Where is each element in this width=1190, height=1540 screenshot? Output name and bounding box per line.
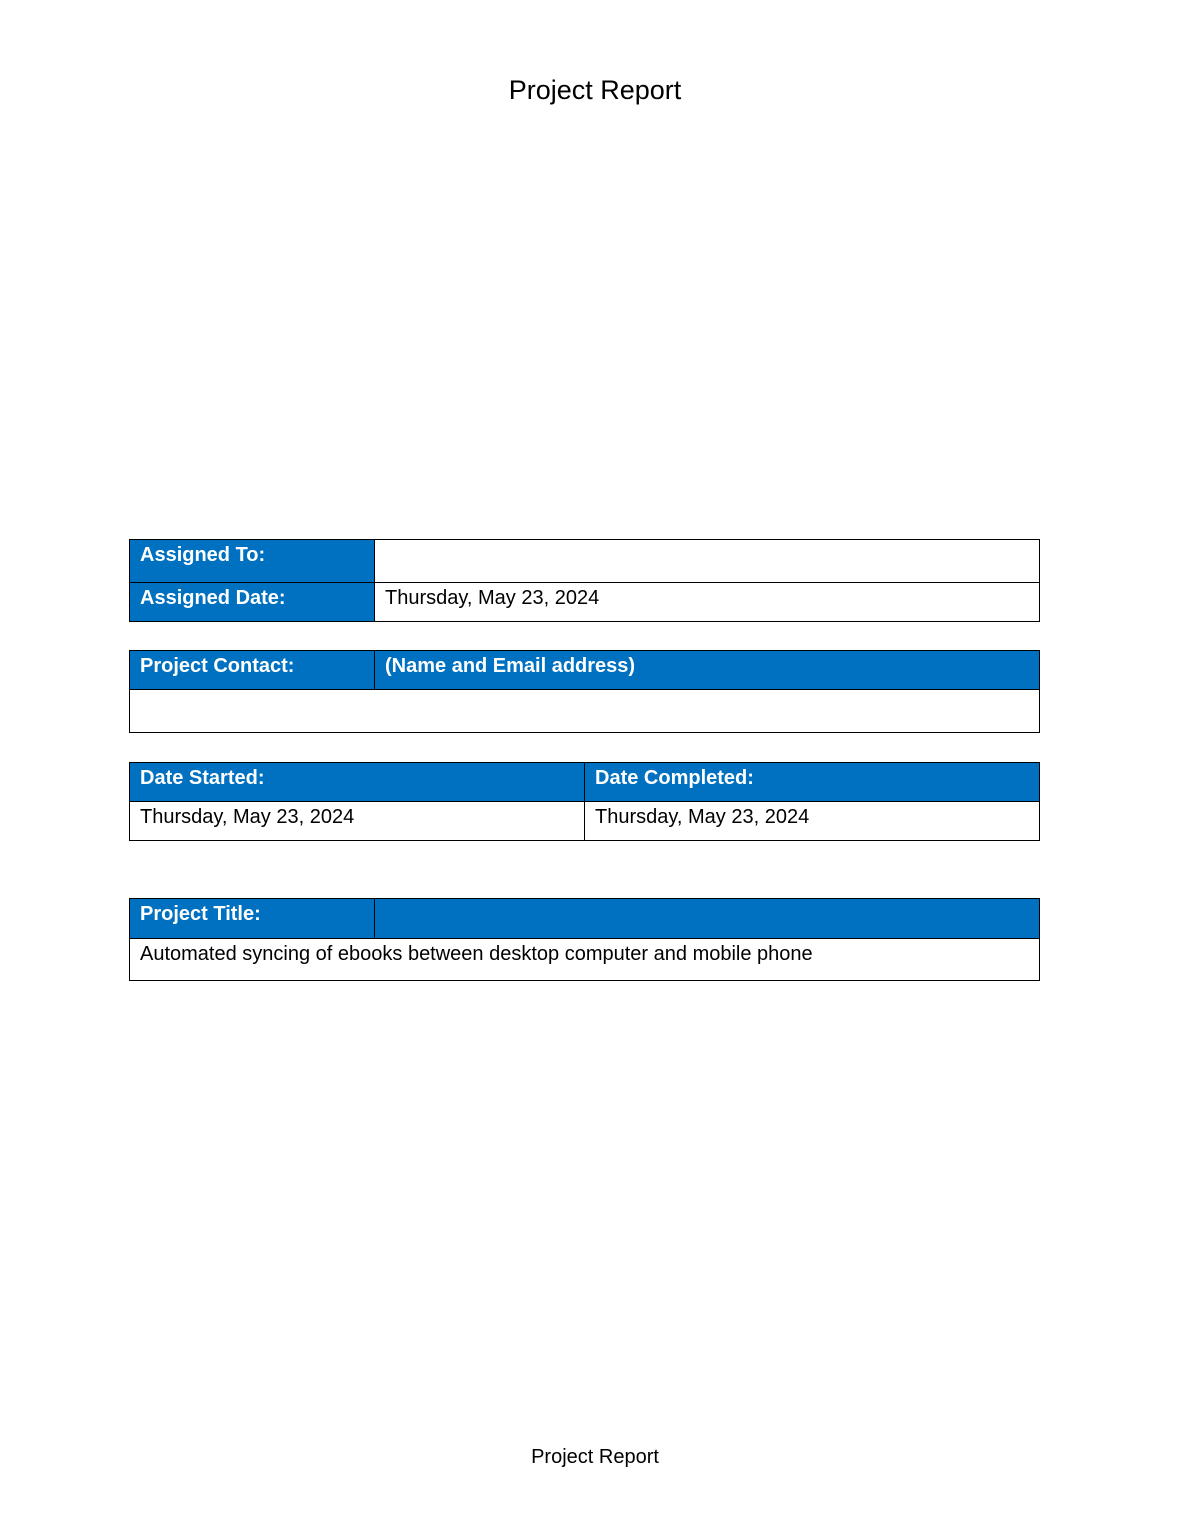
dates-table [129,762,1040,841]
project-title-label: Project Title: [130,899,375,939]
contact-table [129,650,1040,733]
dates-header-row [130,763,1040,802]
project-contact-label: Project Contact: [130,651,375,690]
assigned-date-label: Assigned Date: [130,583,375,622]
assignment-table [129,539,1040,622]
date-started-field[interactable]: Thursday, May 23, 2024 [130,802,585,841]
date-started-label: Date Started: [130,763,585,802]
project-title-value-row [130,939,1040,981]
project-title-header-row [130,899,1040,939]
page-footer: Project Report [531,1446,659,1468]
assigned-to-label: Assigned To: [130,540,375,583]
project-contact-field[interactable] [130,690,1040,733]
project-title-table [129,898,1040,981]
project-title-header-blank [375,899,1040,939]
assigned-date-field[interactable]: Thursday, May 23, 2024 [375,583,1040,622]
assigned-to-row [130,540,1040,583]
project-title-field[interactable]: Automated syncing of ebooks between desktop computer and mobile phone [130,939,1040,981]
dates-value-row [130,802,1040,841]
page-title: Project Report [508,75,682,105]
date-completed-label: Date Completed: [585,763,1040,802]
assigned-date-row [130,583,1040,622]
date-completed-field[interactable]: Thursday, May 23, 2024 [585,802,1040,841]
contact-header-row [130,651,1040,690]
contact-value-row [130,690,1040,733]
project-contact-hint: (Name and Email address) [375,651,1040,690]
assigned-to-field[interactable] [375,540,1040,583]
